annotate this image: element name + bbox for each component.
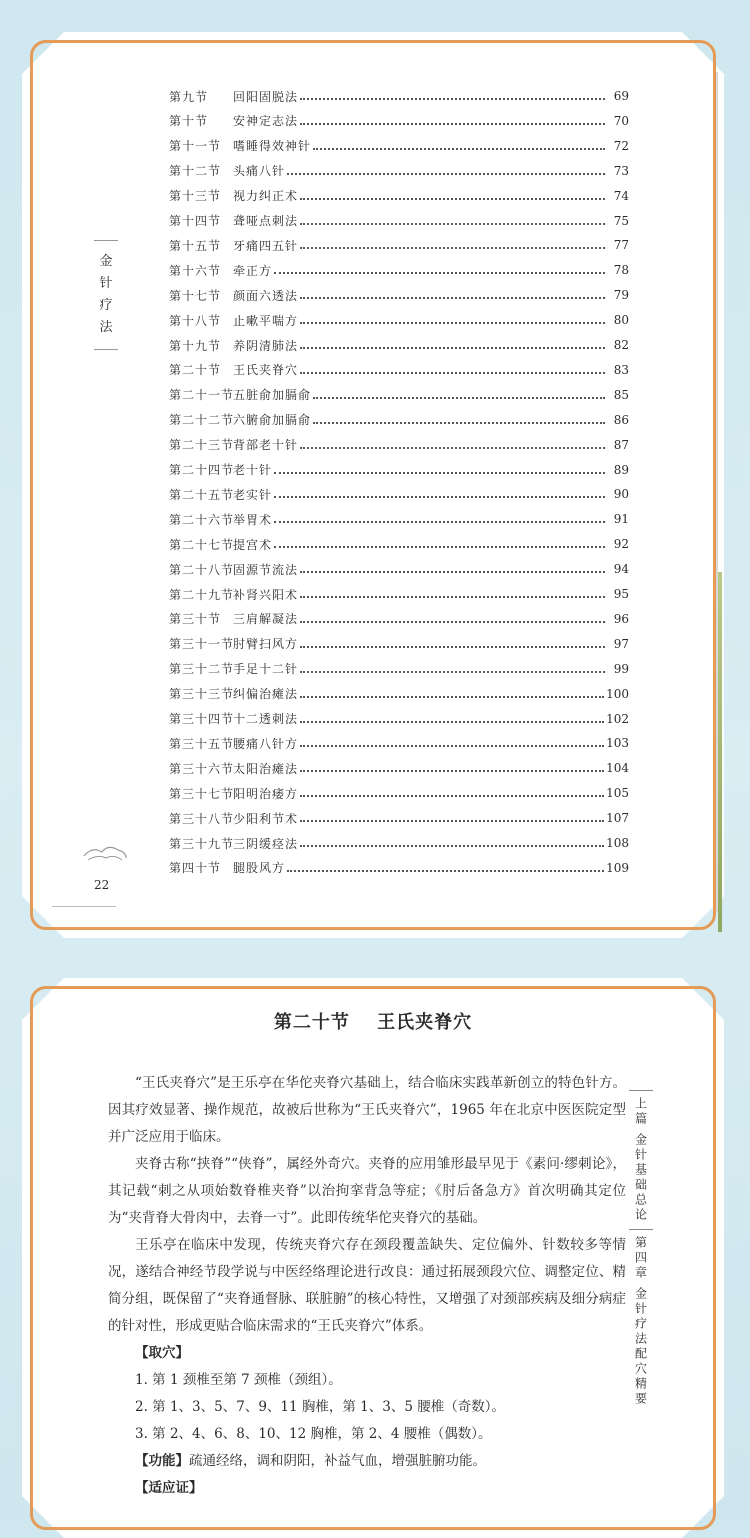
toc-entry — [169, 560, 629, 578]
toc-section-number: 第二十四节 — [169, 463, 235, 477]
toc-page-number: 104 — [606, 761, 629, 776]
toc-entry — [169, 261, 629, 279]
toc-page-number: 69 — [613, 89, 629, 103]
toc-page-number: 108 — [606, 836, 629, 850]
toc-page-number: 96 — [613, 611, 629, 626]
toc-entry — [169, 535, 629, 553]
toc-section-title: 背部老十针 — [233, 438, 299, 453]
toc-entry — [169, 859, 629, 877]
toc-section-title: 少阳利节术 — [233, 811, 299, 826]
toc-section-title: 牙痛四五针 — [233, 238, 299, 253]
toc-entry — [169, 461, 629, 479]
toc-section-title: 老十针 — [233, 463, 273, 477]
section-heading — [22, 1008, 724, 1034]
toc-page-number: 105 — [606, 786, 629, 801]
toc-section-number: 第十五节 — [169, 238, 222, 253]
toc-section-number: 第十七节 — [169, 288, 222, 303]
toc-page-number: 85 — [613, 387, 629, 402]
toc-leader-dots — [300, 845, 604, 847]
toc-section-title: 腰痛八针方 — [233, 736, 299, 751]
toc-entry — [169, 485, 629, 503]
toc-page-number: 107 — [606, 811, 629, 826]
point-item: 2. 第 1、3、5、7、9、11 胸椎，第 1、3、5 腰椎（奇数）。 — [135, 1399, 505, 1415]
toc-page-number: 74 — [613, 188, 629, 203]
toc-section-title: 视力纠正术 — [233, 189, 299, 204]
toc-leader-dots — [313, 397, 605, 399]
toc-entry — [169, 236, 629, 254]
toc-entry — [169, 361, 629, 379]
side-chapter: 第四章 — [633, 1236, 648, 1281]
toc-leader-dots — [300, 297, 605, 299]
toc-section-number: 第三十六节 — [169, 761, 235, 776]
toc-entry — [169, 510, 629, 528]
toc-section-title: 牵正方 — [233, 263, 273, 278]
toc-page-number: 70 — [613, 113, 629, 128]
toc-section-title: 王氏夹脊穴 — [233, 363, 299, 378]
function-line — [108, 1448, 626, 1475]
toc-leader-dots — [300, 322, 605, 324]
toc-section-number: 第二十九节 — [169, 587, 235, 602]
section-number: 第二十节 — [273, 1012, 350, 1033]
toc-leader-dots — [274, 472, 605, 474]
toc-section-number: 第二十三节 — [169, 438, 235, 453]
side-chapter-title: 金针疗法配穴精要 — [633, 1287, 648, 1407]
toc-entry — [169, 610, 629, 628]
toc-section-number: 第二十五节 — [169, 487, 235, 502]
toc-section-number: 第三十五节 — [169, 736, 235, 751]
toc-section-number: 第十八节 — [169, 313, 222, 328]
toc-leader-dots — [300, 571, 605, 573]
toc-page-number: 75 — [613, 213, 629, 228]
toc-section-number: 第四十节 — [169, 861, 222, 876]
toc-section-title: 手足十二针 — [233, 662, 299, 677]
toc-entry — [169, 87, 629, 105]
toc-section-number: 第十六节 — [169, 263, 222, 278]
toc-page-number: 94 — [613, 562, 629, 577]
side-part-title: 金针基础总论 — [633, 1133, 648, 1223]
page-stack-edge — [706, 72, 724, 912]
body-paragraph: “王氏夹脊穴”是王乐亭在华佗夹脊穴基础上，结合临床实践革新创立的特色针方。因其疗效显著、操作规范，故被后世称为“王氏夹脊穴”，1965 年在北京中医医院定型并广泛应用于临床。 — [108, 1075, 626, 1145]
toc-section-title: 提宫术 — [233, 537, 273, 552]
toc-section-number: 第十节 — [169, 114, 209, 129]
toc-section-title: 阳明治痿方 — [233, 786, 299, 801]
toc-section-title: 五脏俞加膈俞 — [233, 388, 312, 403]
toc-section-title: 三肩解凝法 — [233, 612, 299, 627]
toc-page-number: 102 — [606, 711, 629, 726]
toc-page-number: 90 — [613, 487, 629, 502]
toc-leader-dots — [300, 223, 605, 225]
toc-page-number: 91 — [613, 512, 629, 527]
side-title-char: 针 — [99, 276, 113, 291]
function-text: 疏通经络，调和阴阳，补益气血，增强脏腑功能。 — [189, 1453, 486, 1469]
toc-entry — [169, 411, 629, 429]
toc-page-number: 89 — [613, 462, 629, 477]
toc-entry — [169, 187, 629, 205]
section-title: 王氏夹脊穴 — [377, 1012, 473, 1033]
toc-section-number: 第二十二节 — [169, 413, 235, 428]
toc-section-title: 固源节流法 — [233, 562, 299, 577]
toc-page-number: 78 — [613, 263, 629, 278]
toc-leader-dots — [274, 496, 605, 498]
toc-leader-dots — [274, 546, 605, 548]
side-part: 上篇 — [633, 1097, 648, 1127]
toc-section-title: 嗜睡得效神针 — [233, 139, 312, 154]
toc-section-title: 纠偏治瘫法 — [233, 687, 299, 702]
toc-page-number: 86 — [613, 412, 629, 427]
indication-label: 【适应证】 — [135, 1480, 203, 1496]
point-item: 1. 第 1 颈椎至第 7 颈椎（颈组）。 — [135, 1372, 342, 1388]
toc-page-number: 95 — [613, 587, 629, 601]
toc-section-number: 第二十八节 — [169, 562, 235, 577]
toc-section-title: 太阳治瘫法 — [233, 761, 299, 776]
body-paragraph: 王乐亭在临床中发现，传统夹脊穴存在颈段覆盖缺失、定位偏外、针数较多等情况，遂结合神经节段学说与中医经络理论进行改良：通过拓展颈段穴位、调整定位、精简分组，既保留了“夹脊通督脉、联脏腑”的核心特性，又增强了对颈部疾病及细分病症的针对性，形成更贴合临床需求的“王氏夹脊穴”体系。 — [108, 1237, 626, 1334]
toc-section-number: 第十三节 — [169, 189, 222, 204]
toc-entry — [169, 162, 629, 180]
toc-leader-dots — [300, 596, 605, 598]
toc-section-title: 腿股风方 — [233, 861, 286, 876]
toc-section-title: 回阳固脱法 — [233, 89, 299, 104]
book-side-title — [94, 240, 118, 350]
toc-section-title: 止嗽平喘方 — [233, 313, 299, 328]
footer-divider — [52, 906, 116, 907]
toc-entry — [169, 436, 629, 454]
qu-xue-label: 【取穴】 — [135, 1345, 189, 1361]
toc-section-title: 举胃术 — [233, 512, 273, 527]
toc-section-title: 头痛八针 — [233, 164, 286, 179]
toc-page-number: 99 — [613, 661, 629, 676]
side-title-char: 金 — [99, 254, 113, 269]
toc-page-number: 109 — [606, 860, 629, 875]
toc-entry — [169, 212, 629, 230]
toc-entry — [169, 286, 629, 304]
toc-page-number: 97 — [613, 636, 629, 651]
toc-entry — [169, 809, 629, 827]
toc-page-number: 72 — [613, 138, 629, 153]
toc-section-number: 第九节 — [169, 89, 209, 104]
toc-leader-dots — [274, 521, 605, 523]
content-page-frame — [22, 978, 724, 1538]
toc-page-number: 73 — [613, 163, 629, 178]
toc-section-title: 肘臂扫风方 — [233, 637, 299, 652]
toc-entry — [169, 685, 629, 703]
toc-section-number: 第二十一节 — [169, 388, 235, 403]
point-item: 3. 第 2、4、6、8、10、12 胸椎，第 2、4 腰椎（偶数）。 — [135, 1426, 492, 1442]
function-label: 【功能】 — [135, 1453, 189, 1469]
toc-section-title: 颜面六透法 — [233, 288, 299, 303]
toc-section-number: 第三十节 — [169, 612, 222, 627]
cloud-ornament-icon — [82, 842, 128, 864]
body-paragraph: 夹脊古称“挟脊”“侠脊”，属经外奇穴。夹脊的应用雏形最早见于《素问·缪刺论》，其记载“刺之从项始数脊椎夹脊”以治拘挛背急等症；《肘后备急方》首次明确其定位为“夹背脊大骨肉中，去脊一寸”。此即传统华佗夹脊穴的基础。 — [108, 1156, 626, 1226]
toc-leader-dots — [300, 372, 605, 374]
toc-entry — [169, 386, 629, 404]
toc-section-title: 六腑俞加膈俞 — [233, 413, 312, 428]
toc-leader-dots — [300, 745, 604, 747]
toc-page-number: 83 — [613, 362, 629, 377]
toc-leader-dots — [287, 870, 604, 872]
toc-entry — [169, 137, 629, 155]
toc-leader-dots — [300, 247, 605, 249]
toc-leader-dots — [300, 770, 604, 772]
toc-page-number: 79 — [613, 288, 629, 303]
toc-leader-dots — [300, 123, 605, 125]
toc-section-number: 第二十七节 — [169, 537, 235, 552]
toc-section-number: 第三十一节 — [169, 637, 235, 652]
toc-section-number: 第二十节 — [169, 363, 222, 378]
toc-page-number: 80 — [613, 313, 629, 328]
toc-page-number: 77 — [613, 238, 629, 253]
toc-section-number: 第三十八节 — [169, 811, 235, 826]
toc-leader-dots — [274, 272, 605, 274]
chapter-side-label — [624, 1090, 658, 1413]
toc-section-title: 三阴缓痉法 — [233, 836, 299, 851]
toc-section-number: 第三十二节 — [169, 662, 235, 677]
toc-entry — [169, 784, 629, 802]
toc-page-number: 82 — [613, 338, 629, 352]
section-body — [108, 1070, 626, 1502]
toc-leader-dots — [300, 198, 605, 200]
toc-section-number: 第三十九节 — [169, 836, 235, 851]
page-number: 22 — [94, 878, 110, 892]
toc-leader-dots — [300, 347, 605, 349]
toc-section-title: 聋哑点刺法 — [233, 214, 299, 228]
toc-section-number: 第十二节 — [169, 164, 222, 179]
side-title-char: 法 — [99, 320, 113, 335]
toc-page-number: 92 — [613, 537, 629, 552]
toc-leader-dots — [300, 696, 604, 698]
toc-section-title: 十二透刺法 — [233, 712, 299, 726]
toc-leader-dots — [300, 621, 605, 623]
toc-section-number: 第三十七节 — [169, 786, 235, 801]
toc-leader-dots — [313, 148, 605, 150]
toc-entry — [169, 710, 629, 728]
toc-section-number: 第十九节 — [169, 338, 222, 353]
toc-leader-dots — [313, 422, 605, 424]
toc-entry — [169, 660, 629, 678]
toc-page-frame — [22, 32, 724, 938]
toc-leader-dots — [300, 820, 604, 822]
toc-entry — [169, 112, 629, 130]
toc-section-number: 第三十三节 — [169, 687, 235, 702]
toc-section-number: 第三十四节 — [169, 712, 235, 726]
toc-section-title: 老实针 — [233, 487, 273, 502]
toc-entry — [169, 585, 629, 603]
toc-section-number: 第十一节 — [169, 139, 222, 154]
toc-leader-dots — [287, 173, 605, 175]
toc-section-title: 补肾兴阳术 — [233, 587, 299, 602]
toc-page-number: 103 — [606, 736, 629, 751]
toc-entry — [169, 635, 629, 653]
toc-section-title: 安神定志法 — [233, 114, 299, 129]
toc-entry — [169, 834, 629, 852]
toc-leader-dots — [300, 795, 604, 797]
toc-leader-dots — [300, 671, 605, 673]
toc-leader-dots — [300, 721, 604, 723]
toc-page-number: 87 — [613, 437, 629, 452]
toc-section-title: 养阴清肺法 — [233, 338, 299, 353]
side-title-char: 疗 — [99, 298, 113, 313]
toc-section-number: 第十四节 — [169, 214, 222, 228]
toc-entry — [169, 759, 629, 777]
toc-section-number: 第二十六节 — [169, 512, 235, 527]
toc-entry — [169, 734, 629, 752]
toc-entry — [169, 336, 629, 354]
toc-page-number: 100 — [606, 686, 629, 701]
toc-entry — [169, 311, 629, 329]
toc-leader-dots — [300, 447, 605, 449]
toc-leader-dots — [300, 646, 605, 648]
toc-leader-dots — [300, 98, 605, 100]
